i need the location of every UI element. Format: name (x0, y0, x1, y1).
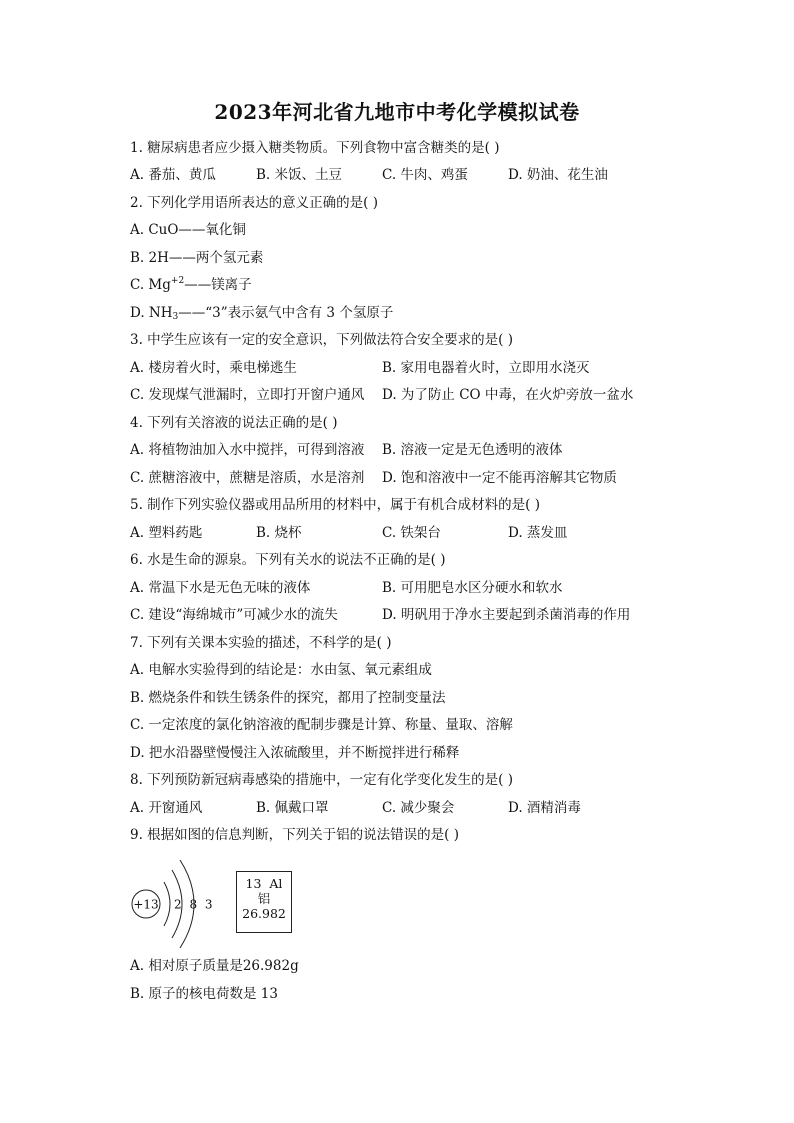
nh-symbol: D. NH (130, 305, 173, 321)
page-title: 2023年河北省九地市中考化学模拟试卷 (214, 100, 580, 124)
mg-charge: +2 (170, 276, 185, 286)
question-6-option-d: D. 明矾用于净水主要起到杀菌消毒的作用 (382, 607, 631, 623)
question-7-option-d: D. 把水沿器壁慢慢注入浓硫酸里，并不断搅拌进行稀释 (130, 745, 460, 761)
question-1-option-b: B. 米饭、土豆 (256, 167, 343, 183)
question-8-option-a: A. 开窗通风 (130, 800, 203, 816)
question-7-option-c: C. 一定浓度的氯化钠溶液的配制步骤是计算、称量、量取、溶解 (130, 717, 513, 733)
question-8-option-d: D. 酒精消毒 (508, 800, 581, 816)
question-6-option-b: B. 可用肥皂水区分硬水和软水 (382, 580, 563, 596)
question-8-option-c: C. 减少聚会 (382, 800, 455, 816)
question-6-stem: 6. 水是生命的源泉。下列有关水的说法不正确的是( ) (130, 552, 446, 568)
nucleus-charge: +13 (133, 897, 159, 912)
question-3-option-a: A. 楼房着火时，乘电梯逃生 (130, 360, 297, 376)
question-4-option-d: D. 饱和溶液中一定不能再溶解其它物质 (382, 470, 617, 486)
element-atomic-mass: 26.982 (242, 906, 286, 921)
question-3-option-b: B. 家用电器着火时，立即用水浇灭 (382, 360, 590, 376)
electron-shell-1 (164, 882, 170, 926)
question-1-option-a: A. 番茄、黄瓜 (130, 167, 216, 183)
question-5-stem: 5. 制作下列实验仪器或用品所用的材料中，属于有机合成材料的是( ) (130, 497, 540, 513)
element-symbol: Al (269, 876, 283, 891)
question-1-stem: 1. 糖尿病患者应少摄入糖类物质。下列食物中富含糖类的是( ) (130, 140, 500, 156)
element-number: 13 (245, 876, 262, 891)
question-7-stem: 7. 下列有关课本实验的描述，不科学的是( ) (130, 635, 392, 651)
question-9-stem: 9. 根据如图的信息判断，下列关于铝的说法错误的是( ) (130, 827, 459, 843)
question-2-option-c (130, 276, 252, 294)
question-6-option-c: C. 建设“海绵城市”可减少水的流失 (130, 607, 338, 623)
element-name: 铝 (257, 891, 271, 906)
question-4-option-a: A. 将植物油加入水中搅拌，可得到溶液 (130, 442, 365, 458)
question-7-option-a: A. 电解水实验得到的结论是：水由氢、氧元素组成 (130, 662, 432, 678)
question-3-option-d: D. 为了防止 CO 中毒，在火炉旁放一盆水 (382, 387, 634, 403)
question-5-option-c: C. 铁架台 (382, 525, 441, 541)
question-3-option-c: C. 发现煤气泄漏时，立即打开窗户通风 (130, 387, 365, 403)
question-4-option-b: B. 溶液一定是无色透明的液体 (382, 442, 563, 458)
question-5-option-a: A. 塑料药匙 (130, 525, 203, 541)
question-3-stem: 3. 中学生应该有一定的安全意识，下列做法符合安全要求的是( ) (130, 332, 513, 348)
question-9-option-b: B. 原子的核电荷数是 13 (130, 986, 278, 1002)
question-9-option-a: A. 相对原子质量是26.982g (130, 958, 299, 974)
question-1-option-c: C. 牛肉、鸡蛋 (382, 167, 468, 183)
question-7-option-b: B. 燃烧条件和铁生锈条件的探究，都用了控制变量法 (130, 690, 446, 706)
electron-counts: 2 8 3 (174, 897, 215, 912)
question-1-option-d: D. 奶油、花生油 (508, 167, 608, 183)
question-6-option-a: A. 常温下水是无色无味的液体 (130, 580, 311, 596)
question-2-stem: 2. 下列化学用语所表达的意义正确的是( ) (130, 195, 378, 211)
question-5-option-b: B. 烧杯 (256, 525, 302, 541)
nh-meaning: ——“3”表示氨气中含有 3 个氢原子 (178, 305, 394, 321)
periodic-table-cell (236, 871, 292, 933)
question-2-option-d (130, 304, 393, 322)
question-2-option-a: A. CuO——氧化铜 (130, 222, 246, 238)
question-8-stem: 8. 下列预防新冠病毒感染的措施中，一定有化学变化发生的是( ) (130, 772, 513, 788)
question-4-option-c: C. 蔗糖溶液中，蔗糖是溶质，水是溶剂 (130, 470, 365, 486)
mg-meaning: ——镁离子 (184, 277, 252, 293)
question-8-option-b: B. 佩戴口罩 (256, 800, 329, 816)
nh-subscript: 3 (172, 312, 179, 322)
question-2-option-b: B. 2H——两个氢元素 (130, 250, 264, 266)
mg-symbol: C. Mg (130, 277, 171, 293)
question-5-option-d: D. 蒸发皿 (508, 525, 568, 541)
question-4-stem: 4. 下列有关溶液的说法正确的是( ) (130, 415, 338, 431)
element-number-symbol (237, 876, 291, 891)
